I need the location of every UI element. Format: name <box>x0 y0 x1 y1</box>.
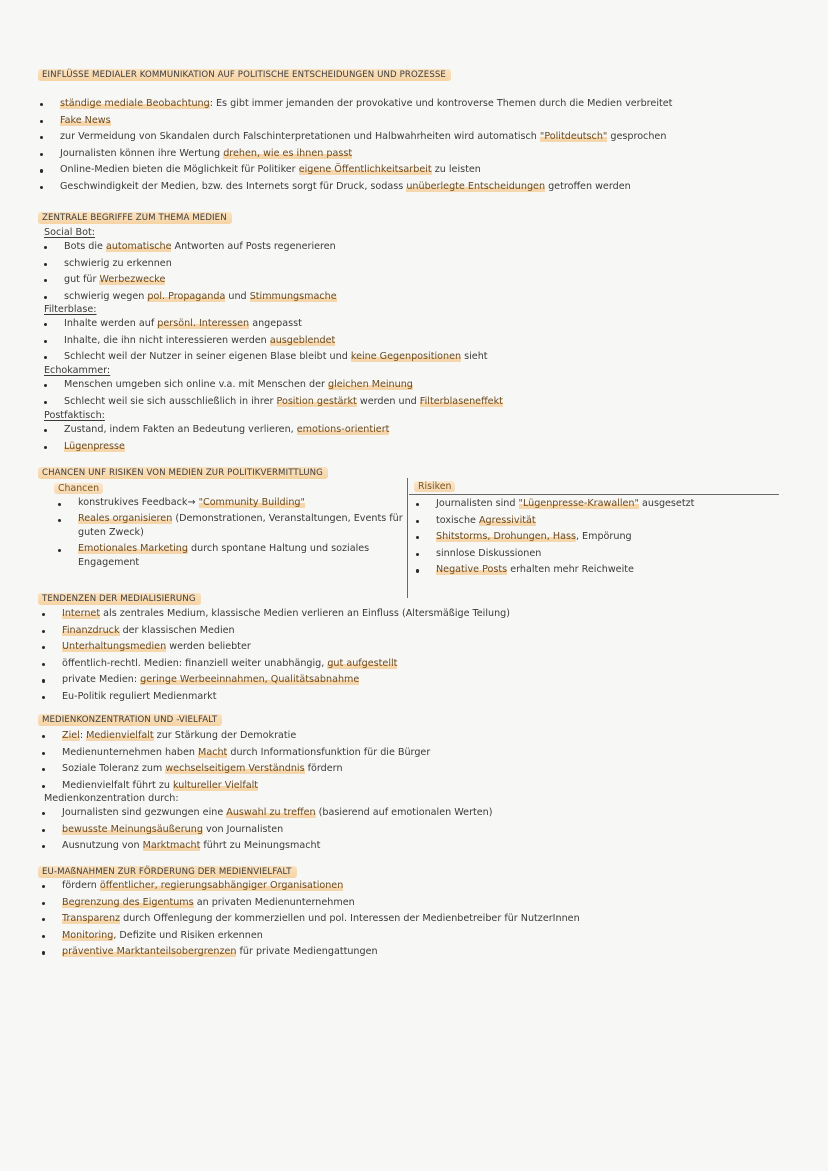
list-item <box>40 728 430 745</box>
list-item <box>42 439 389 456</box>
list-item <box>38 162 672 179</box>
item-text: der klassischen Medien <box>119 624 235 636</box>
item-text: Medienunternehmen haben <box>62 746 199 758</box>
item-text: toxische <box>436 514 479 526</box>
subhead-postfaktisch: Postfaktisch: <box>44 410 105 421</box>
list-item <box>38 129 672 146</box>
list-item <box>414 513 694 530</box>
item-text: durch Offenlegung der kommerziellen und pol. Interessen der Medienbetreiber für NutzerInnen <box>120 913 580 925</box>
item-text: getroffen werden <box>545 180 631 192</box>
item-text: zur Vermeidung von Skandalen durch Falschinterpretationen und Halbwahrheiten wird automatisch <box>60 131 540 143</box>
highlighted-text: automatische <box>105 241 172 252</box>
item-text: von Journalisten <box>202 823 284 835</box>
item-text: , Defizite und Risiken erkennen <box>113 929 263 941</box>
highlighted-text: gleichen Meinung <box>327 379 413 390</box>
item-text: private Medien: <box>62 674 141 686</box>
highlighted-text: Marktmacht <box>142 840 201 852</box>
item-text: Bots die <box>64 241 106 252</box>
highlighted-text: Begrenzung des Eigentums <box>62 896 194 908</box>
list-item <box>40 639 510 656</box>
highlighted-text: Fake News <box>60 114 111 126</box>
subhead-filterblase: Filterblase: <box>44 304 97 315</box>
item-text: fördern <box>304 763 343 775</box>
item-text: Zustand, indem Fakten an Bedeutung verlieren, <box>64 424 297 435</box>
list-item <box>40 822 493 839</box>
highlighted-text: Ziel <box>62 730 80 741</box>
social-bot-list <box>42 239 337 305</box>
list-item <box>40 689 510 706</box>
item-text: Online-Medien bieten die Möglichkeit für Politiker <box>60 164 299 176</box>
list-item <box>42 333 488 350</box>
highlighted-text: Filterblaseneffekt <box>419 395 503 407</box>
highlighted-text: Shitstorms, Drohungen, Hass <box>436 531 576 543</box>
highlighted-text: Negative Posts <box>436 564 508 576</box>
item-text: führt zu Meinungsmacht <box>200 840 321 852</box>
list-item <box>42 394 503 411</box>
highlighted-text: Internet <box>62 608 101 619</box>
highlighted-text: Auswahl zu treffen <box>226 807 316 818</box>
item-text: Inhalte werden auf <box>64 318 158 329</box>
item-text: (basierend auf emotionalen Werten) <box>315 807 493 818</box>
list-item <box>40 911 580 928</box>
item-text: sieht <box>461 351 488 363</box>
list-item <box>38 179 672 196</box>
highlighted-text: Agressivität <box>478 514 536 526</box>
item-text: Journalisten sind <box>436 498 519 509</box>
list-item <box>40 878 580 895</box>
item-text: Journalisten können ihre Wertung <box>60 147 224 159</box>
item-text: fördern <box>62 880 100 891</box>
subhead-social-bot: Social Bot: <box>44 227 95 238</box>
concentration-list <box>40 728 430 794</box>
list-item <box>42 422 389 439</box>
item-text: schwierig wegen <box>64 290 148 302</box>
influences-list <box>38 96 672 196</box>
item-text: ausgesetzt <box>638 498 695 509</box>
list-item <box>38 96 672 113</box>
list-item <box>414 562 694 579</box>
item-text: durch Informationsfunktion für die Bürger <box>227 746 431 758</box>
item-text: angepasst <box>249 318 302 329</box>
item-text: Medienvielfalt führt zu <box>62 779 174 791</box>
item-text: (Demonstrationen, Veranstaltungen, Events für guten Zweck) <box>78 513 403 538</box>
item-text: gesprochen <box>607 131 667 143</box>
list-item <box>414 529 694 546</box>
item-text: durch spontane Haltung und soziales Engagement <box>78 543 370 568</box>
column-head-risiken: Risiken <box>414 481 455 492</box>
highlighted-text: keine Gegenpositionen <box>350 351 462 363</box>
highlighted-text: Emotionales Marketing <box>78 543 188 554</box>
item-text: , Empörung <box>575 531 632 543</box>
item-text: zu leisten <box>431 164 481 176</box>
concentration-list-2 <box>40 805 493 855</box>
highlighted-text: "Community Building" <box>198 497 305 508</box>
risiken-list <box>414 496 694 579</box>
list-item <box>40 805 493 822</box>
list-item <box>42 377 503 394</box>
highlighted-text: eigene Öffentlichkeitsarbeit <box>298 164 432 176</box>
concentration-subhead: Medienkonzentration durch: <box>44 793 179 804</box>
highlighted-text: Stimmungsmache <box>249 290 337 302</box>
highlighted-text: "Lügenpresse-Krawallen" <box>518 498 639 509</box>
section-title-concentration: MEDIENKONZENTRATION UND -VIELFALT <box>38 714 222 726</box>
list-item <box>42 256 337 273</box>
section-title-eu: EU-MAßNAHMEN ZUR FÖRDERUNG DER MEDIENVIELFALT <box>38 866 297 878</box>
section-title-tendencies: TENDENZEN DER MEDIALISIERUNG <box>38 593 201 605</box>
item-text: schwierig zu erkennen <box>64 257 172 269</box>
list-item <box>40 761 430 778</box>
highlighted-text: pol. Propaganda <box>147 290 226 302</box>
list-item <box>40 745 430 762</box>
section-title-chances: CHANCEN UNF RISIKEN VON MEDIEN ZUR POLITIKVERMITTLUNG <box>38 467 328 479</box>
list-item <box>414 546 694 563</box>
highlighted-text: Reales organisieren <box>78 513 173 524</box>
highlighted-text: präventive Marktanteilsobergrenzen <box>62 946 237 958</box>
item-text: erhalten mehr Reichweite <box>507 564 634 576</box>
item-text: Soziale Toleranz zum <box>62 763 166 775</box>
list-item <box>40 928 580 945</box>
highlighted-text: Transparenz <box>62 913 121 925</box>
list-item <box>38 146 672 163</box>
list-item <box>42 272 337 289</box>
tendencies-list <box>40 606 510 706</box>
list-item <box>40 656 510 673</box>
item-text: und <box>225 290 250 302</box>
item-text: werden und <box>356 395 420 407</box>
highlighted-text: Position gestärkt <box>276 395 357 407</box>
item-text: an privaten Medienunternehmen <box>193 896 355 908</box>
item-text: für private Mediengattungen <box>236 946 378 958</box>
item-text: gut für <box>64 274 100 286</box>
highlighted-text: wechselseitigem Verständnis <box>165 763 305 775</box>
list-item <box>40 944 580 961</box>
list-item <box>40 623 510 640</box>
highlighted-text: persönl. Interessen <box>157 318 250 329</box>
highlighted-text: Monitoring <box>62 929 114 941</box>
highlighted-text: "Politdeutsch" <box>539 131 608 143</box>
item-text: konstrukives Feedback→ <box>78 497 199 508</box>
highlighted-text: Werbezwecke <box>99 274 166 286</box>
postfaktisch-list <box>42 422 389 455</box>
list-item <box>40 838 493 855</box>
item-text: öffentlich-rechtl. Medien: finanziell weiter unabhängig, <box>62 657 328 669</box>
list-item <box>40 895 580 912</box>
highlighted-text: geringe Werbeeinnahmen, Qualitätsabnahme <box>140 674 360 686</box>
list-item <box>42 316 488 333</box>
eu-list <box>40 878 580 961</box>
item-text: Antworten auf Posts regenerieren <box>171 241 336 252</box>
item-text: sinnlose Diskussionen <box>436 547 542 559</box>
highlighted-text: ausgeblendet <box>269 334 336 346</box>
list-item <box>42 239 337 256</box>
section-title-influences: EINFLÜSSE MEDIALER KOMMUNIKATION AUF POLITISCHE ENTSCHEIDUNGEN UND PROZESSE <box>38 69 451 81</box>
item-text: zur Stärkung der Demokratie <box>153 730 297 741</box>
subhead-echokammer: Echokammer: <box>44 365 111 376</box>
section-title-terms: ZENTRALE BEGRIFFE ZUM THEMA MEDIEN <box>38 212 232 224</box>
risiken-underline <box>409 494 779 495</box>
highlighted-text: unüberlegte Entscheidungen <box>406 180 546 192</box>
list-item <box>56 496 408 510</box>
highlighted-text: kultureller Vielfalt <box>173 779 259 791</box>
item-text: werden beliebter <box>166 641 251 653</box>
chancen-list <box>56 496 401 572</box>
list-item <box>56 542 408 570</box>
item-text: Eu-Politik reguliert Medienmarkt <box>62 690 217 702</box>
highlighted-text: Macht <box>198 746 228 758</box>
echokammer-list <box>42 377 503 410</box>
item-text: : <box>79 730 87 741</box>
item-text: : Es gibt immer jemanden der provokative und kontroverse Themen durch die Medien verbreitet <box>209 98 673 109</box>
list-item <box>56 512 408 540</box>
column-head-chancen: Chancen <box>54 483 103 494</box>
filterblase-list <box>42 316 488 366</box>
highlighted-text: bewusste Meinungsäußerung <box>62 823 203 835</box>
highlighted-text: drehen, wie es ihnen passt <box>223 147 353 159</box>
item-text: Inhalte, die ihn nicht interessieren werden <box>64 334 270 346</box>
item-text: Ausnutzung von <box>62 840 143 852</box>
highlighted-text: Lügenpresse <box>64 440 125 452</box>
list-item <box>38 113 672 130</box>
item-text: Schlecht weil sie sich ausschließlich in ihrer <box>64 395 277 407</box>
item-text: Schlecht weil der Nutzer in seiner eigenen Blase bleibt und <box>64 351 351 363</box>
item-text: Menschen umgeben sich online v.a. mit Menschen der <box>64 379 328 390</box>
highlighted-text: Unterhaltungsmedien <box>62 641 167 653</box>
highlighted-text: ständige mediale Beobachtung <box>60 98 210 109</box>
highlighted-text: gut aufgestellt <box>327 657 398 669</box>
list-item <box>414 496 694 513</box>
item-text: Journalisten sind gezwungen eine <box>62 807 227 818</box>
item-text: Geschwindigkeit der Medien, bzw. des Internets sorgt für Druck, sodass <box>60 180 407 192</box>
highlighted-text: emotions-orientiert <box>296 424 390 435</box>
list-item <box>40 606 510 623</box>
highlighted-text: Medienvielfalt <box>86 730 154 741</box>
highlighted-text: Finanzdruck <box>62 624 120 636</box>
list-item <box>40 672 510 689</box>
item-text: als zentrales Medium, klassische Medien verlieren an Einfluss (Altersmäßige Teilung) <box>100 608 510 619</box>
highlighted-text: öffentlicher, regierungsabhängiger Organisationen <box>99 880 344 891</box>
